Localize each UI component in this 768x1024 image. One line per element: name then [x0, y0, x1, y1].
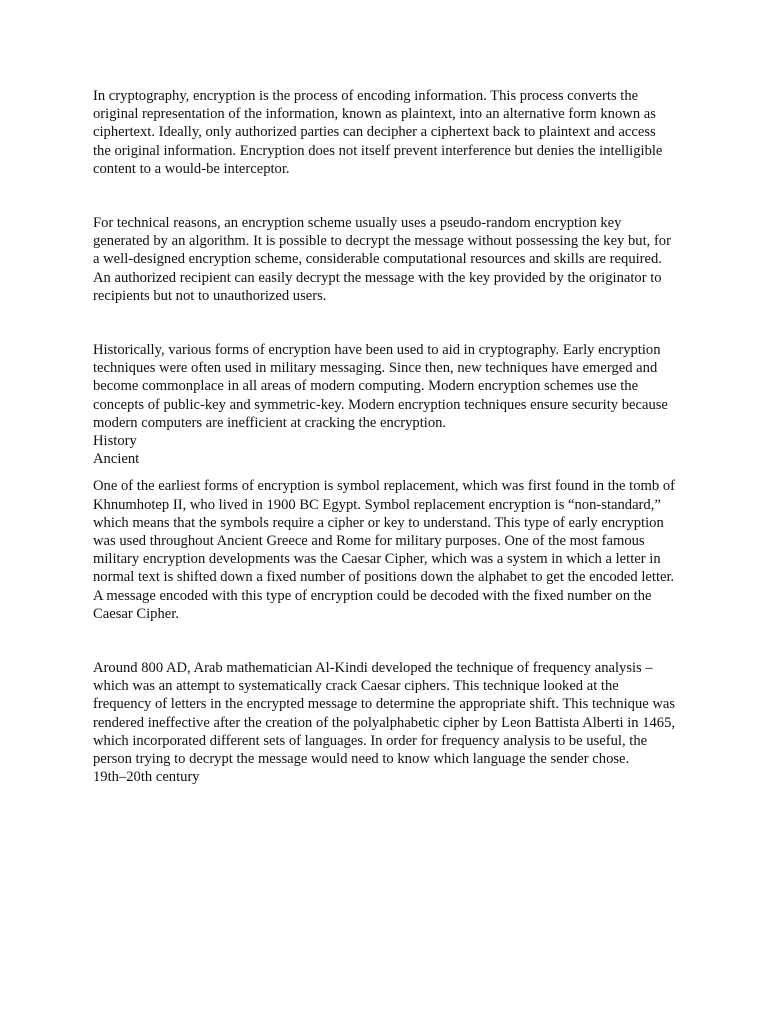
paragraph-ancient-2: Around 800 AD, Arab mathematician Al-Kindi developed the technique of frequency analysis – which was an attempt to systematically crack Caesar ciphers. This technique looked at the frequency of letters in the encrypted message to determine the appropriate shift. This technique was rendered ineffective after the creation of the polyalphabetic cipher by Leon Battista Alberti in 1465, which incorporated different sets of languages. In order for frequency analysis to be useful, the person trying to decrypt the message would need to know which language the sender chose.: [93, 660, 676, 768]
paragraph-historical: Historically, various forms of encryption have been used to aid in cryptography. Early encryption techniques were often used in military messaging. Since then, new techniques have emerged and become commonplace in all areas of modern computing. Modern encryption schemes use the concepts of public-key and symmetric-key. Modern encryption techniques ensure security because modern computers are inefficient at cracking the encryption.: [93, 342, 668, 431]
heading-ancient: Ancient: [93, 451, 140, 468]
document-page: [93, 87, 677, 787]
heading-19th-20th-century: 19th–20th century: [93, 769, 200, 786]
heading-history: History: [93, 433, 137, 450]
paragraph-technical: For technical reasons, an encryption scheme usually uses a pseudo-random encryption key generated by an algorithm. It is possible to decrypt the message without possessing the key but, for a well-designed encryption scheme, considerable computational resources and skills are required. An authorized recipient can easily decrypt the message with the key provided by the originator to recipients but not to unauthorized users.: [93, 215, 671, 304]
paragraph-intro: In cryptography, encryption is the process of encoding information. This process converts the original representation of the information, known as plaintext, into an alternative form known as ciphertext. Ideally, only authorized parties can decipher a ciphertext back to plaintext and access the original information. Encryption does not itself prevent interference but denies the intelligible content to a would-be interceptor.: [93, 88, 663, 177]
paragraph-ancient-1: One of the earliest forms of encryption is symbol replacement, which was first found in the tomb of Khnumhotep II, who lived in 1900 BC Egypt. Symbol replacement encryption is “non-standard,” which means that the symbols require a cipher or key to understand. This type of early encryption was used throughout Ancient Greece and Rome for military purposes. One of the most famous military encryption developments was the Caesar Cipher, which was a system in which a letter in normal text is shifted down a fixed number of positions down the alphabet to get the encoded letter. A message encoded with this type of encryption could be decoded with the fixed number on the Caesar Cipher.: [93, 478, 675, 622]
